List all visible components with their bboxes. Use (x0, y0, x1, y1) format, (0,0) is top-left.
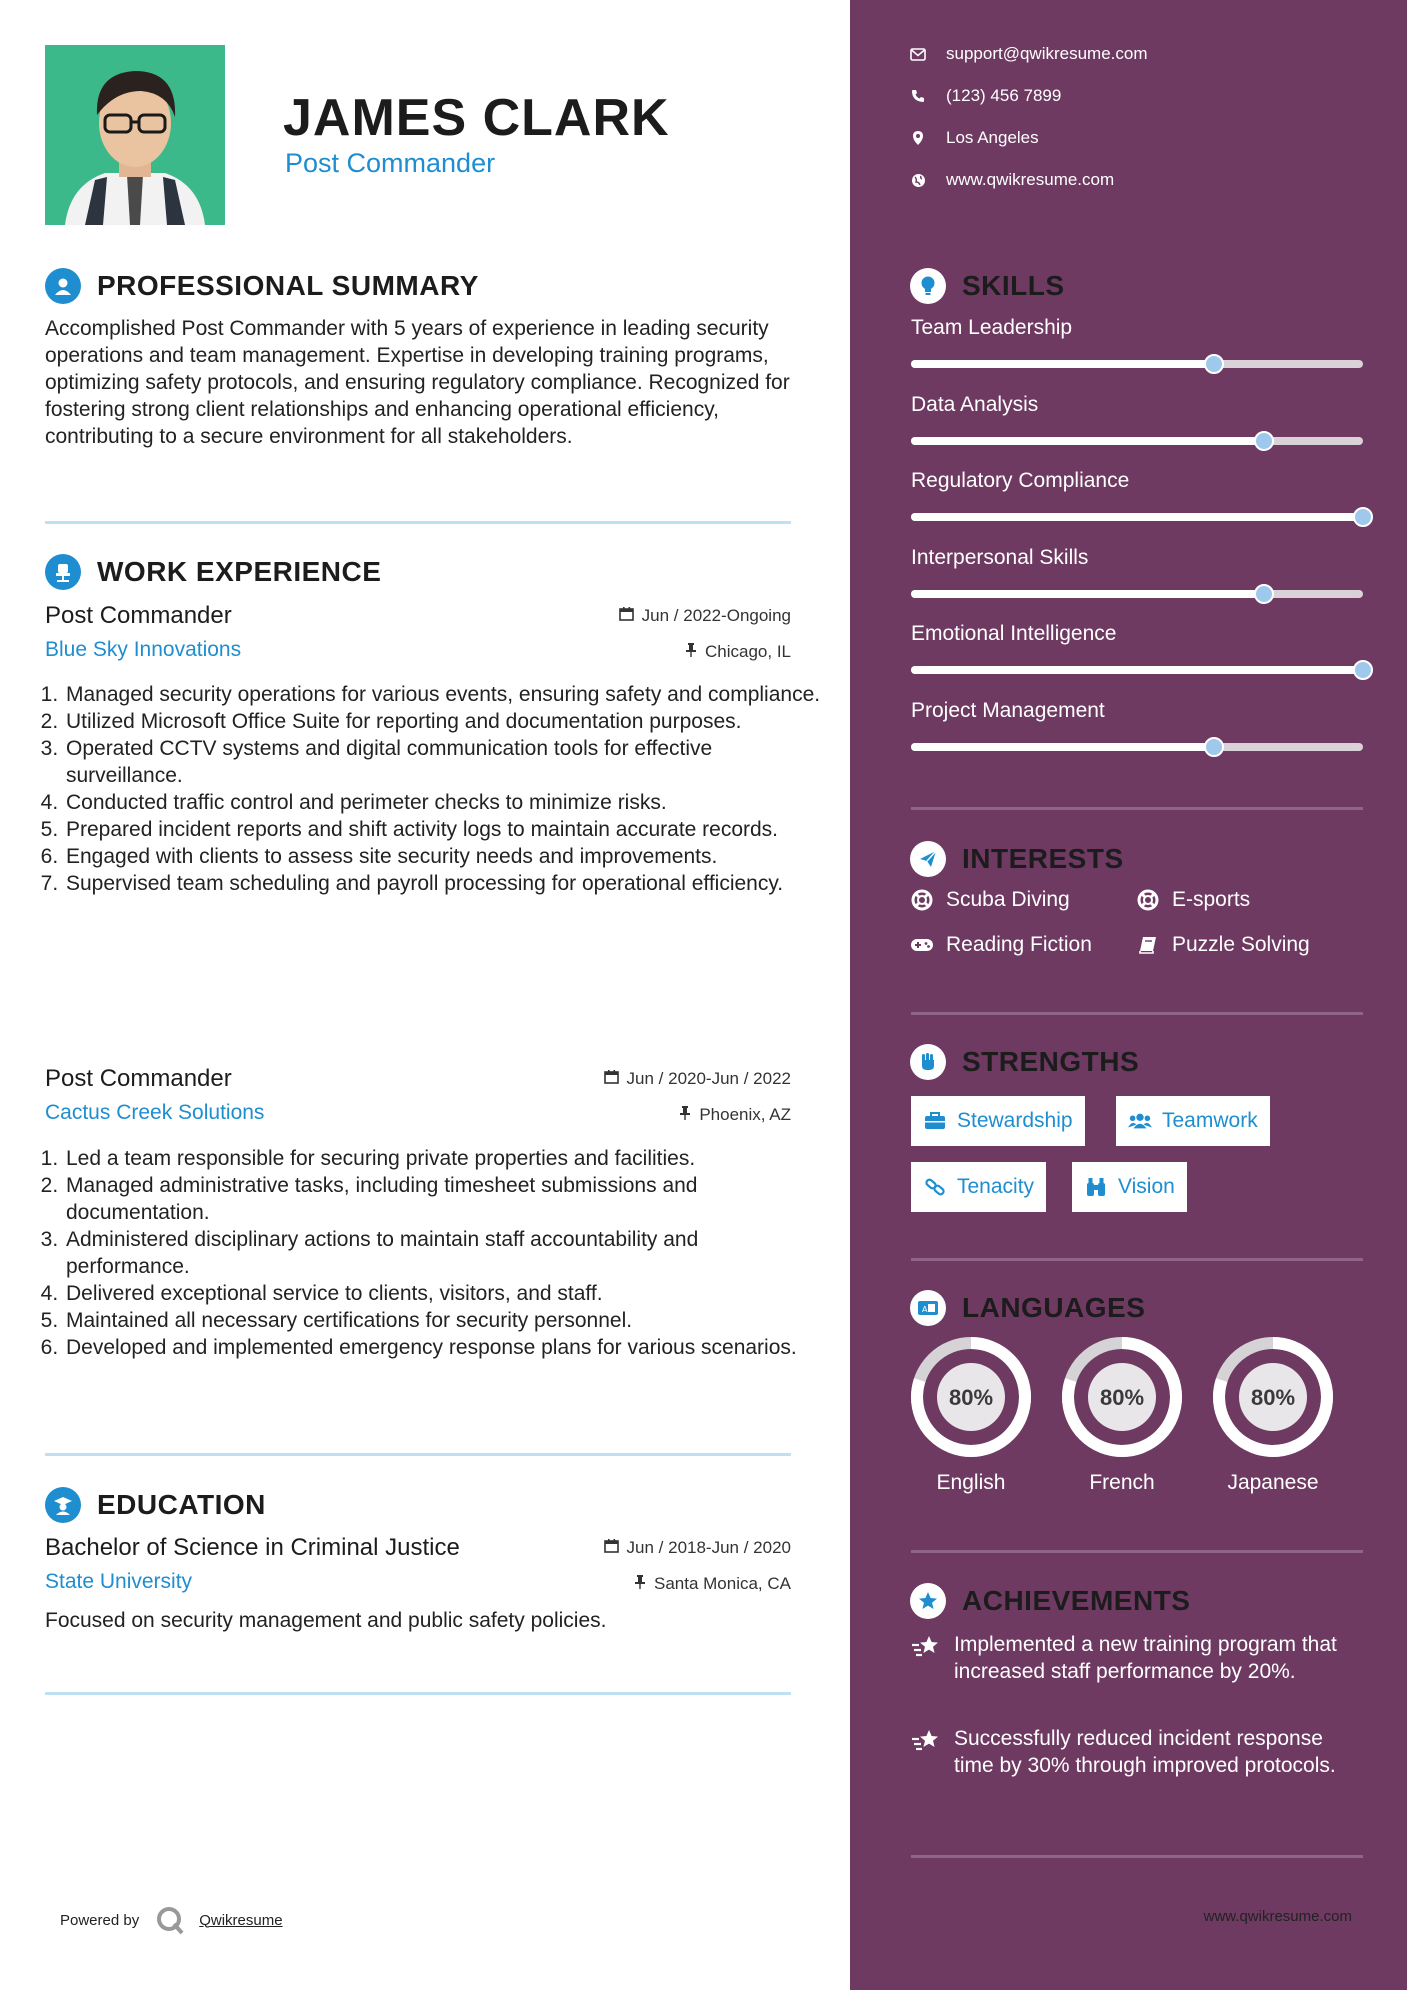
list-item: 2. Utilized Microsoft Office Suite for reporting and documentation purposes. (64, 708, 824, 735)
summary-heading: PROFESSIONAL SUMMARY (45, 268, 479, 304)
fist-icon (910, 1044, 946, 1080)
skill-bar-fill (911, 513, 1363, 521)
section-divider (911, 1012, 1363, 1015)
list-item: 1. Managed security operations for various events, ensuring safety and compliance. (64, 681, 824, 708)
summary-text: Accomplished Post Commander with 5 years of experience in leading security operations and team management. Expertise in developing training programs, optimizing safety protocols, and ensuring regulatory compliance. Recognized for fostering strong client relationships and enhancing operational efficiency, contributing to a secure environment for all stakeholders. (45, 317, 790, 448)
list-item: 7. Supervised team scheduling and payroll processing for operational efficiency. (64, 870, 824, 897)
lightbulb-icon (910, 268, 946, 304)
interest-item: Puzzle Solving (1136, 933, 1310, 957)
calendar-icon (619, 606, 634, 626)
job-company: Cactus Creek Solutions (45, 1101, 265, 1124)
job-role: Post Commander (45, 1065, 232, 1092)
section-divider (45, 1692, 791, 1695)
skill-slider-knob (1254, 584, 1274, 604)
skill-bar-fill (911, 437, 1264, 445)
language-name: French (1089, 1471, 1155, 1494)
job-date: Jun / 2022-Ongoing (619, 606, 791, 626)
job-location: Phoenix, AZ (679, 1105, 791, 1125)
powered-by: Powered by Qwikresume (60, 1905, 283, 1935)
translate-icon (910, 1290, 946, 1326)
list-item: 5. Prepared incident reports and shift activity logs to maintain accurate records. (64, 816, 824, 843)
map-marker-icon (910, 130, 926, 146)
skill-bar-fill (911, 590, 1264, 598)
shooting-star-icon (910, 1633, 942, 1665)
degree: Bachelor of Science in Criminal Justice (45, 1534, 460, 1561)
education-description: Focused on security management and public safety policies. (45, 1609, 607, 1632)
skill-label: Interpersonal Skills (911, 545, 1089, 569)
education-date: Jun / 2018-Jun / 2020 (604, 1538, 791, 1558)
interest-item: Reading Fiction (910, 933, 1092, 957)
list-item: 2. Managed administrative tasks, including timesheet submissions and documentation. (64, 1172, 824, 1226)
candidate-title: Post Commander (285, 148, 496, 178)
contact-email[interactable]: support@qwikresume.com (910, 44, 1148, 64)
experience-heading: WORK EXPERIENCE (45, 554, 381, 590)
language-item (1213, 1337, 1333, 1495)
skill-bar (911, 590, 1363, 598)
job-location: Chicago, IL (685, 642, 791, 662)
interest-item: Scuba Diving (910, 888, 1070, 912)
strengths-heading: STRENGTHS (910, 1044, 1139, 1080)
life-ring-icon (1136, 888, 1160, 912)
list-item: 6. Engaged with clients to assess site security needs and improvements. (64, 843, 824, 870)
section-divider (911, 807, 1363, 810)
profile-photo (45, 45, 225, 225)
candidate-name: JAMES CLARK (283, 89, 670, 147)
section-divider (45, 1453, 791, 1456)
paper-plane-icon (910, 841, 946, 877)
skill-label: Team Leadership (911, 316, 1073, 339)
job-role: Post Commander (45, 602, 232, 629)
shooting-star-icon (910, 1727, 942, 1759)
list-item: 4. Conducted traffic control and perimeter checks to minimize risks. (64, 789, 824, 816)
section-divider (911, 1258, 1363, 1261)
languages-heading: A LANGUAGES (910, 1290, 1145, 1326)
footer-website[interactable]: www.qwikresume.com (1203, 1908, 1352, 1925)
skill-slider-knob (1353, 507, 1373, 527)
job-date: Jun / 2020-Jun / 2022 (604, 1069, 791, 1089)
achievements-heading: ACHIEVEMENTS (910, 1583, 1190, 1619)
job-company: Blue Sky Innovations (45, 638, 242, 661)
skills-heading: SKILLS (910, 268, 1065, 304)
language-gauge (1062, 1337, 1182, 1457)
list-item: 1. Led a team responsible for securing private properties and facilities. (64, 1145, 824, 1172)
language-gauge (1213, 1337, 1333, 1457)
education-heading: EDUCATION (45, 1487, 266, 1523)
skill-bar (911, 437, 1363, 445)
section-divider (911, 1855, 1363, 1858)
qwikresume-link[interactable]: Qwikresume (199, 1911, 283, 1929)
pin-icon (679, 1105, 691, 1125)
interest-item: E-sports (1136, 888, 1250, 912)
section-divider (45, 521, 791, 524)
strength-tag: Tenacity (911, 1162, 1046, 1212)
interests-heading: INTERESTS (910, 841, 1124, 877)
list-item: 4. Delivered exceptional service to clients, visitors, and staff. (64, 1280, 824, 1307)
achievement-item: Successfully reduced incident response time by 30% through improved protocols. (910, 1725, 1365, 1779)
phone-icon (910, 88, 926, 104)
job-2-bullets (38, 1145, 824, 1361)
skill-bar-fill (911, 743, 1214, 751)
skill-label: Data Analysis (911, 392, 1039, 416)
language-name: English (936, 1471, 1006, 1494)
language-percent: 80% (948, 1385, 994, 1410)
achievement-item: Implemented a new training program that increased staff performance by 20%. (910, 1631, 1365, 1685)
briefcase-icon (923, 1109, 947, 1133)
envelope-icon (910, 46, 926, 62)
calendar-icon (604, 1069, 619, 1089)
binoculars-icon (1084, 1175, 1108, 1199)
pin-icon (685, 642, 697, 662)
skill-bar (911, 666, 1363, 674)
office-chair-icon (45, 554, 81, 590)
calendar-icon (604, 1538, 619, 1558)
globe-icon (910, 172, 926, 188)
list-item: 3. Operated CCTV systems and digital communication tools for effective surveillance. (64, 735, 824, 789)
language-item (911, 1337, 1031, 1495)
skill-slider-knob (1353, 660, 1373, 680)
life-ring-icon (910, 888, 934, 912)
list-item: 6. Developed and implemented emergency response plans for various scenarios. (64, 1334, 824, 1361)
star-badge-icon (910, 1583, 946, 1619)
skill-slider-knob (1204, 354, 1224, 374)
skill-bar (911, 743, 1363, 751)
skill-slider-knob (1204, 737, 1224, 757)
strength-tag: Teamwork (1116, 1096, 1270, 1146)
skill-bar (911, 513, 1363, 521)
skill-bar-fill (911, 360, 1214, 368)
users-icon (1128, 1109, 1152, 1133)
job-1-bullets (38, 681, 824, 897)
language-percent: 80% (1250, 1385, 1296, 1410)
contact-website[interactable]: www.qwikresume.com (910, 170, 1114, 190)
language-gauge (911, 1337, 1031, 1457)
language-percent: 80% (1099, 1385, 1145, 1410)
skill-bar-fill (911, 666, 1363, 674)
user-circle-icon (45, 268, 81, 304)
gamepad-icon (910, 933, 934, 957)
skill-label: Regulatory Compliance (911, 469, 1130, 492)
contact-location: Los Angeles (910, 128, 1039, 148)
graduate-icon (45, 1487, 81, 1523)
link-icon (923, 1175, 947, 1199)
strength-tag: Stewardship (911, 1096, 1085, 1146)
list-item: 5. Maintained all necessary certifications for security personnel. (64, 1307, 824, 1334)
skill-bar (911, 360, 1363, 368)
book-icon (1136, 933, 1160, 957)
list-item: 3. Administered disciplinary actions to maintain staff accountability and performance. (64, 1226, 824, 1280)
school: State University (45, 1570, 193, 1593)
skill-slider-knob (1254, 431, 1274, 451)
contact-phone[interactable]: (123) 456 7899 (910, 86, 1061, 106)
qwikresume-logo-icon (155, 1905, 185, 1935)
section-divider (911, 1550, 1363, 1553)
language-name: Japanese (1227, 1471, 1319, 1494)
skill-label: Emotional Intelligence (911, 622, 1117, 645)
education-location: Santa Monica, CA (634, 1574, 791, 1594)
pin-icon (634, 1574, 646, 1594)
skill-label: Project Management (911, 698, 1105, 722)
language-item (1062, 1337, 1182, 1495)
svg-text:A: A (922, 1305, 928, 1314)
strength-tag: Vision (1072, 1162, 1187, 1212)
